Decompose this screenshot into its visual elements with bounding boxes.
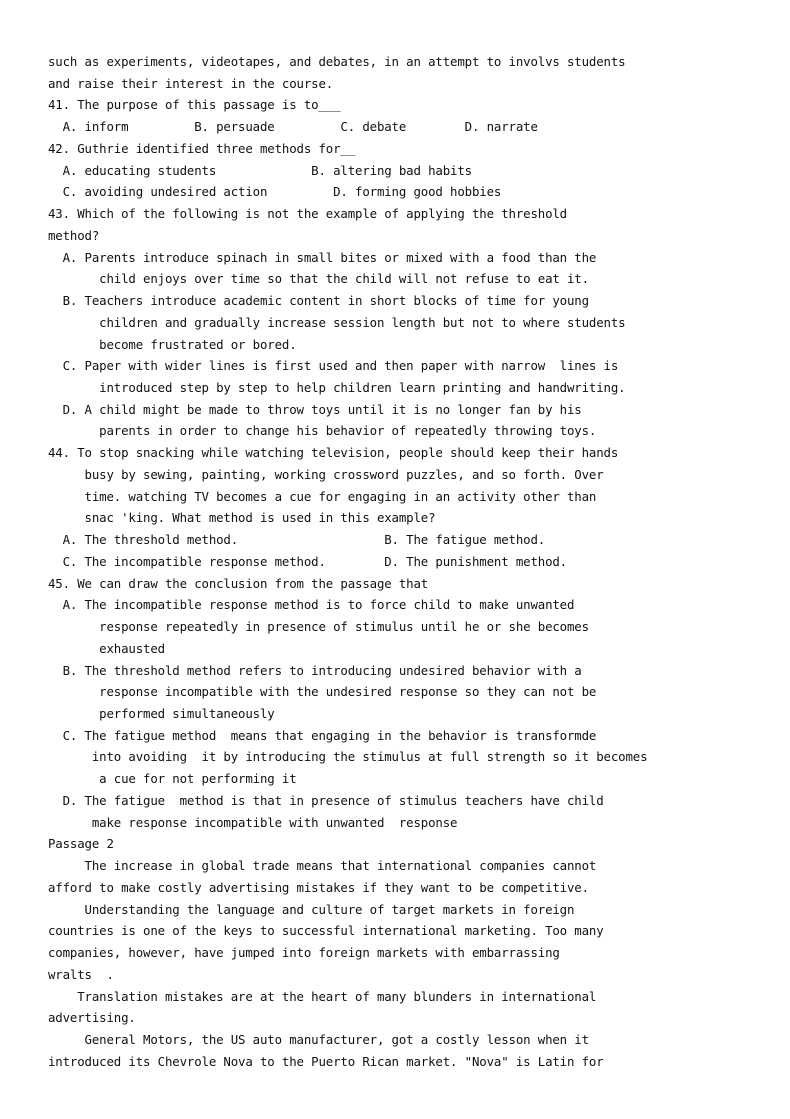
question-44: snac 'king. What method is used in this example? bbox=[48, 510, 436, 525]
option-45-a: response repeatedly in presence of stimulus until he or she becomes bbox=[48, 619, 589, 634]
question-43: 43. Which of the following is not the example of applying the threshold bbox=[48, 206, 567, 221]
option-43-b: children and gradually increase session length but not to where students bbox=[48, 315, 626, 330]
question-44: time. watching TV becomes a cue for engaging in an activity other than bbox=[48, 489, 597, 504]
option-45-c: into avoiding it by introducing the stimulus at full strength so it becomes bbox=[48, 749, 648, 764]
text-line: such as experiments, videotapes, and debates, in an attempt to involvs students bbox=[48, 54, 626, 69]
question-43: method? bbox=[48, 228, 100, 243]
question-41: 41. The purpose of this passage is to___ bbox=[48, 97, 341, 112]
option-45-a: exhausted bbox=[48, 641, 165, 656]
question-45: 45. We can draw the conclusion from the passage that bbox=[48, 576, 429, 591]
options-44-ab: A. The threshold method. B. The fatigue method. bbox=[48, 532, 546, 547]
option-45-b: performed simultaneously bbox=[48, 706, 275, 721]
passage-paragraph: advertising. bbox=[48, 1010, 136, 1025]
option-43-d: D. A child might be made to throw toys until it is no longer fan by his bbox=[48, 402, 582, 417]
options-42-ab: A. educating students B. altering bad habits bbox=[48, 163, 472, 178]
passage-paragraph: Translation mistakes are at the heart of many blunders in international bbox=[48, 989, 597, 1004]
passage-paragraph: Understanding the language and culture of target markets in foreign bbox=[48, 902, 575, 917]
option-45-b: B. The threshold method refers to introducing undesired behavior with a bbox=[48, 663, 582, 678]
option-43-b: B. Teachers introduce academic content in short blocks of time for young bbox=[48, 293, 589, 308]
option-45-d: D. The fatigue method is that in presence of stimulus teachers have child bbox=[48, 793, 604, 808]
passage-paragraph: wralts . bbox=[48, 967, 114, 982]
passage-paragraph: companies, however, have jumped into foreign markets with embarrassing bbox=[48, 945, 560, 960]
options-44-cd: C. The incompatible response method. D. The punishment method. bbox=[48, 554, 567, 569]
text-line: and raise their interest in the course. bbox=[48, 76, 334, 91]
option-45-b: response incompatible with the undesired response so they can not be bbox=[48, 684, 597, 699]
passage-paragraph: afford to make costly advertising mistakes if they want to be competitive. bbox=[48, 880, 589, 895]
option-43-c: C. Paper with wider lines is first used and then paper with narrow lines is bbox=[48, 358, 619, 373]
option-45-c: C. The fatigue method means that engaging in the behavior is transformde bbox=[48, 728, 597, 743]
option-43-d: parents in order to change his behavior of repeatedly throwing toys. bbox=[48, 423, 597, 438]
option-43-b: become frustrated or bored. bbox=[48, 337, 297, 352]
passage-paragraph: The increase in global trade means that international companies cannot bbox=[48, 858, 597, 873]
options-42-cd: C. avoiding undesired action D. forming good hobbies bbox=[48, 184, 502, 199]
option-43-a: child enjoys over time so that the child will not refuse to eat it. bbox=[48, 271, 589, 286]
options-41: A. inform B. persuade C. debate D. narrate bbox=[48, 119, 538, 134]
passage-paragraph: introduced its Chevrole Nova to the Puerto Rican market. "Nova" is Latin for bbox=[48, 1054, 604, 1069]
option-43-a: A. Parents introduce spinach in small bites or mixed with a food than the bbox=[48, 250, 597, 265]
option-45-c: a cue for not performing it bbox=[48, 771, 297, 786]
question-42: 42. Guthrie identified three methods for__ bbox=[48, 141, 356, 156]
passage-paragraph: countries is one of the keys to successful international marketing. Too many bbox=[48, 923, 604, 938]
question-44: 44. To stop snacking while watching television, people should keep their hands bbox=[48, 445, 619, 460]
passage-paragraph: General Motors, the US auto manufacturer, got a costly lesson when it bbox=[48, 1032, 589, 1047]
option-45-a: A. The incompatible response method is to force child to make unwanted bbox=[48, 597, 575, 612]
option-45-d: make response incompatible with unwanted response bbox=[48, 815, 458, 830]
question-44: busy by sewing, painting, working crossword puzzles, and so forth. Over bbox=[48, 467, 604, 482]
option-43-c: introduced step by step to help children learn printing and handwriting. bbox=[48, 380, 626, 395]
passage-heading: Passage 2 bbox=[48, 836, 114, 851]
